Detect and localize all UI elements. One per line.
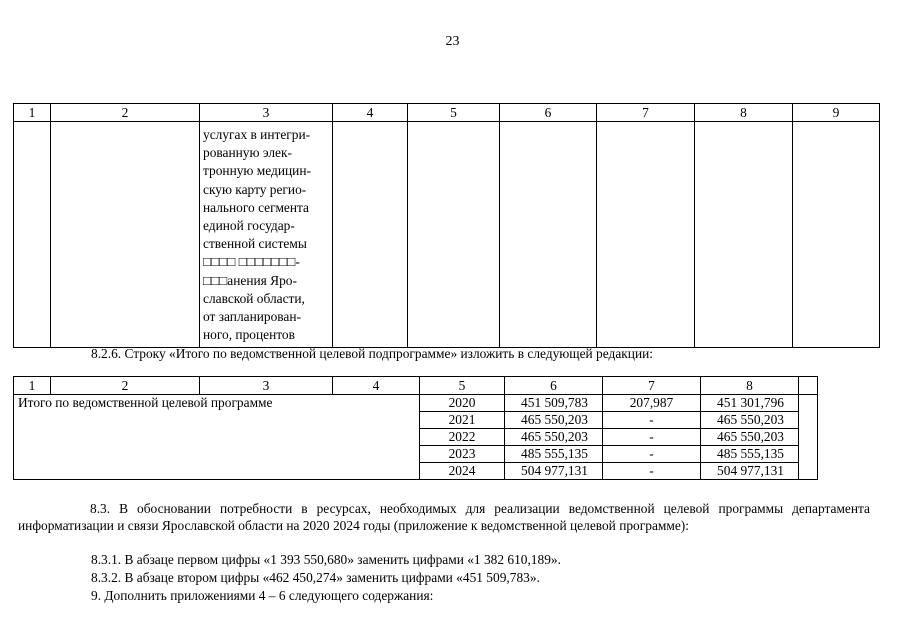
amount-cell: - bbox=[603, 412, 701, 429]
amount-cell: 504 977,131 bbox=[505, 463, 603, 480]
table-cell bbox=[597, 122, 695, 348]
table-cell bbox=[799, 395, 818, 412]
column-header: 8 bbox=[701, 377, 799, 395]
column-header: 3 bbox=[200, 377, 333, 395]
table-cell bbox=[695, 122, 793, 348]
indicators-table-header bbox=[14, 104, 880, 122]
table-cell bbox=[799, 463, 818, 480]
amount-cell: 465 550,203 bbox=[701, 412, 799, 429]
year-cell: 2020 bbox=[420, 395, 505, 412]
paragraph-9: 9. Дополнить приложениями 4 – 6 следующего содержания: bbox=[91, 588, 434, 603]
table-cell bbox=[793, 122, 880, 348]
column-header: 6 bbox=[500, 104, 597, 122]
column-header: 1 bbox=[14, 104, 51, 122]
column-header: 5 bbox=[408, 104, 500, 122]
amount-cell: 465 550,203 bbox=[505, 412, 603, 429]
table-cell bbox=[799, 446, 818, 463]
table-cell bbox=[200, 122, 333, 348]
column-header: 2 bbox=[51, 104, 200, 122]
table-cell bbox=[51, 122, 200, 348]
table-row bbox=[14, 463, 818, 480]
amount-cell: 465 550,203 bbox=[505, 429, 603, 446]
table-cell bbox=[408, 122, 500, 348]
amount-cell: - bbox=[603, 429, 701, 446]
paragraph-8-3-1: 8.3.1. В абзаце первом цифры «1 393 550,680» заменить цифрами «1 382 610,189». bbox=[91, 552, 561, 567]
table-row bbox=[14, 446, 818, 463]
total-label: Итого по ведомственной целевой программе bbox=[14, 395, 420, 412]
column-header: 3 bbox=[200, 104, 333, 122]
table-row bbox=[14, 412, 818, 429]
table-cell bbox=[500, 122, 597, 348]
column-header: 6 bbox=[505, 377, 603, 395]
table-row bbox=[14, 122, 880, 348]
table-cell bbox=[799, 429, 818, 446]
paragraph-8-2-6: 8.2.6. Строку «Итого по ведомственной целевой подпрограмме» изложить в следующей редакции: bbox=[91, 346, 653, 361]
table-cell bbox=[333, 122, 408, 348]
column-header: 4 bbox=[333, 104, 408, 122]
amount-cell: 504 977,131 bbox=[701, 463, 799, 480]
year-cell: 2021 bbox=[420, 412, 505, 429]
paragraph-8-3-2: 8.3.2. В абзаце втором цифры «462 450,274» заменить цифрами «451 509,783». bbox=[91, 570, 540, 585]
table-cell bbox=[14, 429, 420, 446]
amount-cell: 451 509,783 bbox=[505, 395, 603, 412]
totals-table bbox=[13, 376, 818, 480]
amount-cell: 485 555,135 bbox=[505, 446, 603, 463]
table-cell bbox=[799, 412, 818, 429]
paragraph-8-3 bbox=[18, 500, 870, 534]
paragraph-text: 8.3. В обосновании потребности в ресурсах, необходимых для реализации ведомственной целевой программы департамента информатизации и связи Ярославской области на 2020 2024 годы (приложение к ведомственной целевой программе): bbox=[18, 501, 870, 533]
column-header: 8 bbox=[695, 104, 793, 122]
column-header: 1 bbox=[14, 377, 51, 395]
year-cell: 2023 bbox=[420, 446, 505, 463]
table-row bbox=[14, 395, 818, 412]
table-cell bbox=[14, 446, 420, 463]
indicator-name-text: услугах в интегри- рованную элек- тронную медицин- скую карту регио- нального сегмента единой государ- ственной системы □□□□ □□□□□□□- □□□анения Яро- славской области, от запланирован- ного, процентов bbox=[203, 127, 311, 343]
table-cell bbox=[14, 122, 51, 348]
amount-cell: 207,987 bbox=[603, 395, 701, 412]
indicators-table bbox=[13, 103, 880, 348]
amount-cell: 465 550,203 bbox=[701, 429, 799, 446]
column-header: 9 bbox=[793, 104, 880, 122]
page-number: 23 bbox=[445, 34, 460, 49]
column-header: 5 bbox=[420, 377, 505, 395]
year-cell: 2024 bbox=[420, 463, 505, 480]
column-header: 2 bbox=[51, 377, 200, 395]
table-cell bbox=[14, 412, 420, 429]
table-row bbox=[14, 429, 818, 446]
amount-cell: - bbox=[603, 446, 701, 463]
amount-cell: - bbox=[603, 463, 701, 480]
table-cell bbox=[14, 463, 420, 480]
column-header bbox=[799, 377, 818, 395]
column-header: 4 bbox=[333, 377, 420, 395]
year-cell: 2022 bbox=[420, 429, 505, 446]
column-header: 7 bbox=[603, 377, 701, 395]
totals-table-header bbox=[14, 377, 818, 395]
amount-cell: 485 555,135 bbox=[701, 446, 799, 463]
amount-cell: 451 301,796 bbox=[701, 395, 799, 412]
column-header: 7 bbox=[597, 104, 695, 122]
